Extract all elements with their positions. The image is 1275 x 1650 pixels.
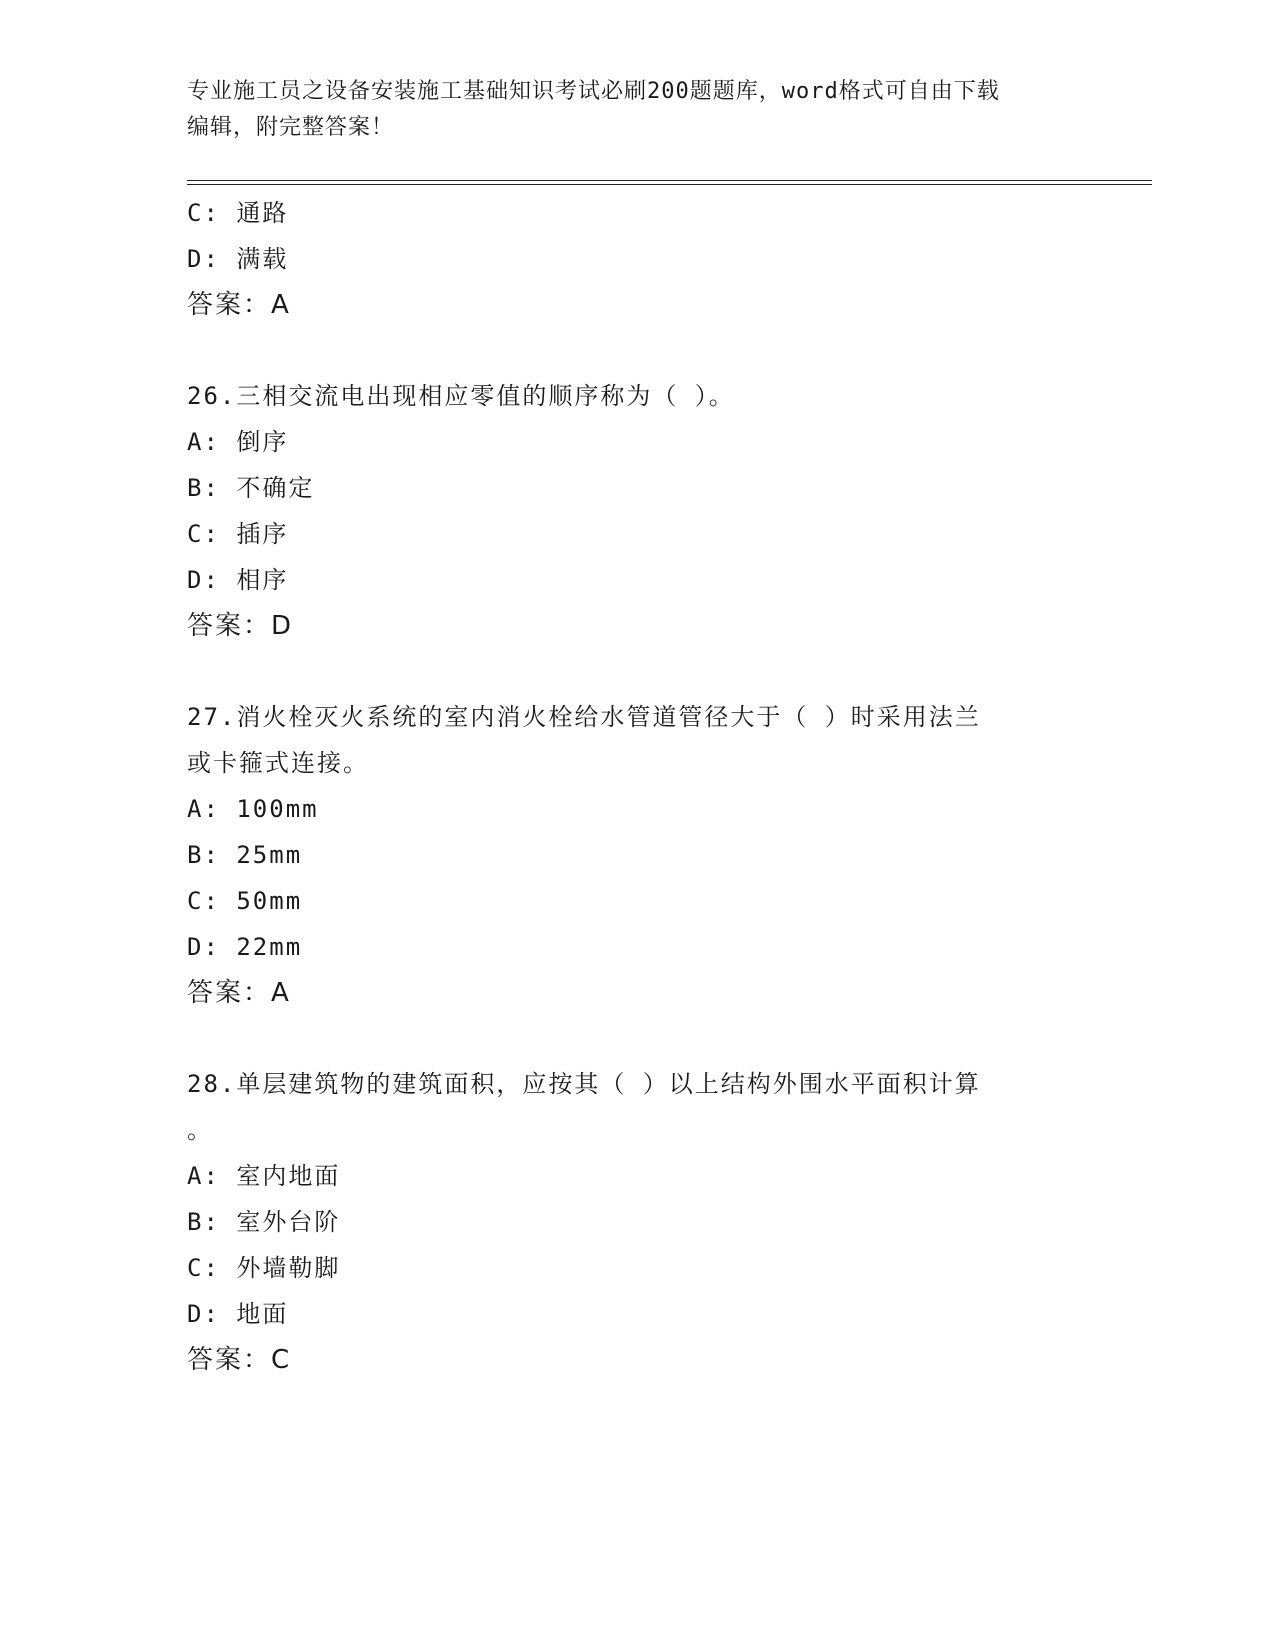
option-a: A: 倒序 <box>187 428 289 456</box>
option-c: C: 插序 <box>187 520 289 548</box>
option-d: D: 地面 <box>187 1300 289 1328</box>
option-c: C: 50mm <box>187 887 303 915</box>
option-c: C: 外墙勒脚 <box>187 1254 341 1282</box>
spacer <box>187 649 1087 694</box>
option-a: A: 室内地面 <box>187 1162 341 1190</box>
option-b: B: 不确定 <box>187 474 315 502</box>
header-title-line-1: 专业施工员之设备安装施工基础知识考试必刷200题题库，word格式可自由下载 <box>187 79 1000 104</box>
header-divider-bottom <box>187 184 1152 185</box>
question-text-line-1: 28.单层建筑物的建筑面积，应按其（ ）以上结构外围水平面积计算 <box>187 1070 981 1098</box>
answer-label: 答案：C <box>187 1345 292 1375</box>
option-c: C: 通路 <box>187 199 289 227</box>
answer-label: 答案：A <box>187 290 291 320</box>
question-text-line-2: 。 <box>187 1116 213 1144</box>
question-list <box>187 190 1087 1383</box>
question-text: 26.三相交流电出现相应零值的顺序称为（ ）。 <box>187 382 735 410</box>
question-block-28 <box>187 1061 1087 1383</box>
document-header <box>187 74 1087 146</box>
spacer <box>187 328 1087 373</box>
option-d: D: 满载 <box>187 245 289 273</box>
header-title-line-2: 编辑，附完整答案！ <box>187 115 395 140</box>
question-block-25 <box>187 190 1087 328</box>
header-divider-top <box>187 180 1152 181</box>
option-a: A: 100mm <box>187 795 319 823</box>
question-block-26 <box>187 373 1087 649</box>
answer-label: 答案：D <box>187 611 294 641</box>
question-text-line-2: 或卡箍式连接。 <box>187 749 369 777</box>
spacer <box>187 1016 1087 1061</box>
question-text-line-1: 27.消火栓灭火系统的室内消火栓给水管道管径大于（ ）时采用法兰 <box>187 703 981 731</box>
option-d: D: 相序 <box>187 566 289 594</box>
question-block-27 <box>187 694 1087 1016</box>
option-d: D: 22mm <box>187 933 303 961</box>
answer-label: 答案：A <box>187 978 291 1008</box>
option-b: B: 25mm <box>187 841 303 869</box>
option-b: B: 室外台阶 <box>187 1208 341 1236</box>
